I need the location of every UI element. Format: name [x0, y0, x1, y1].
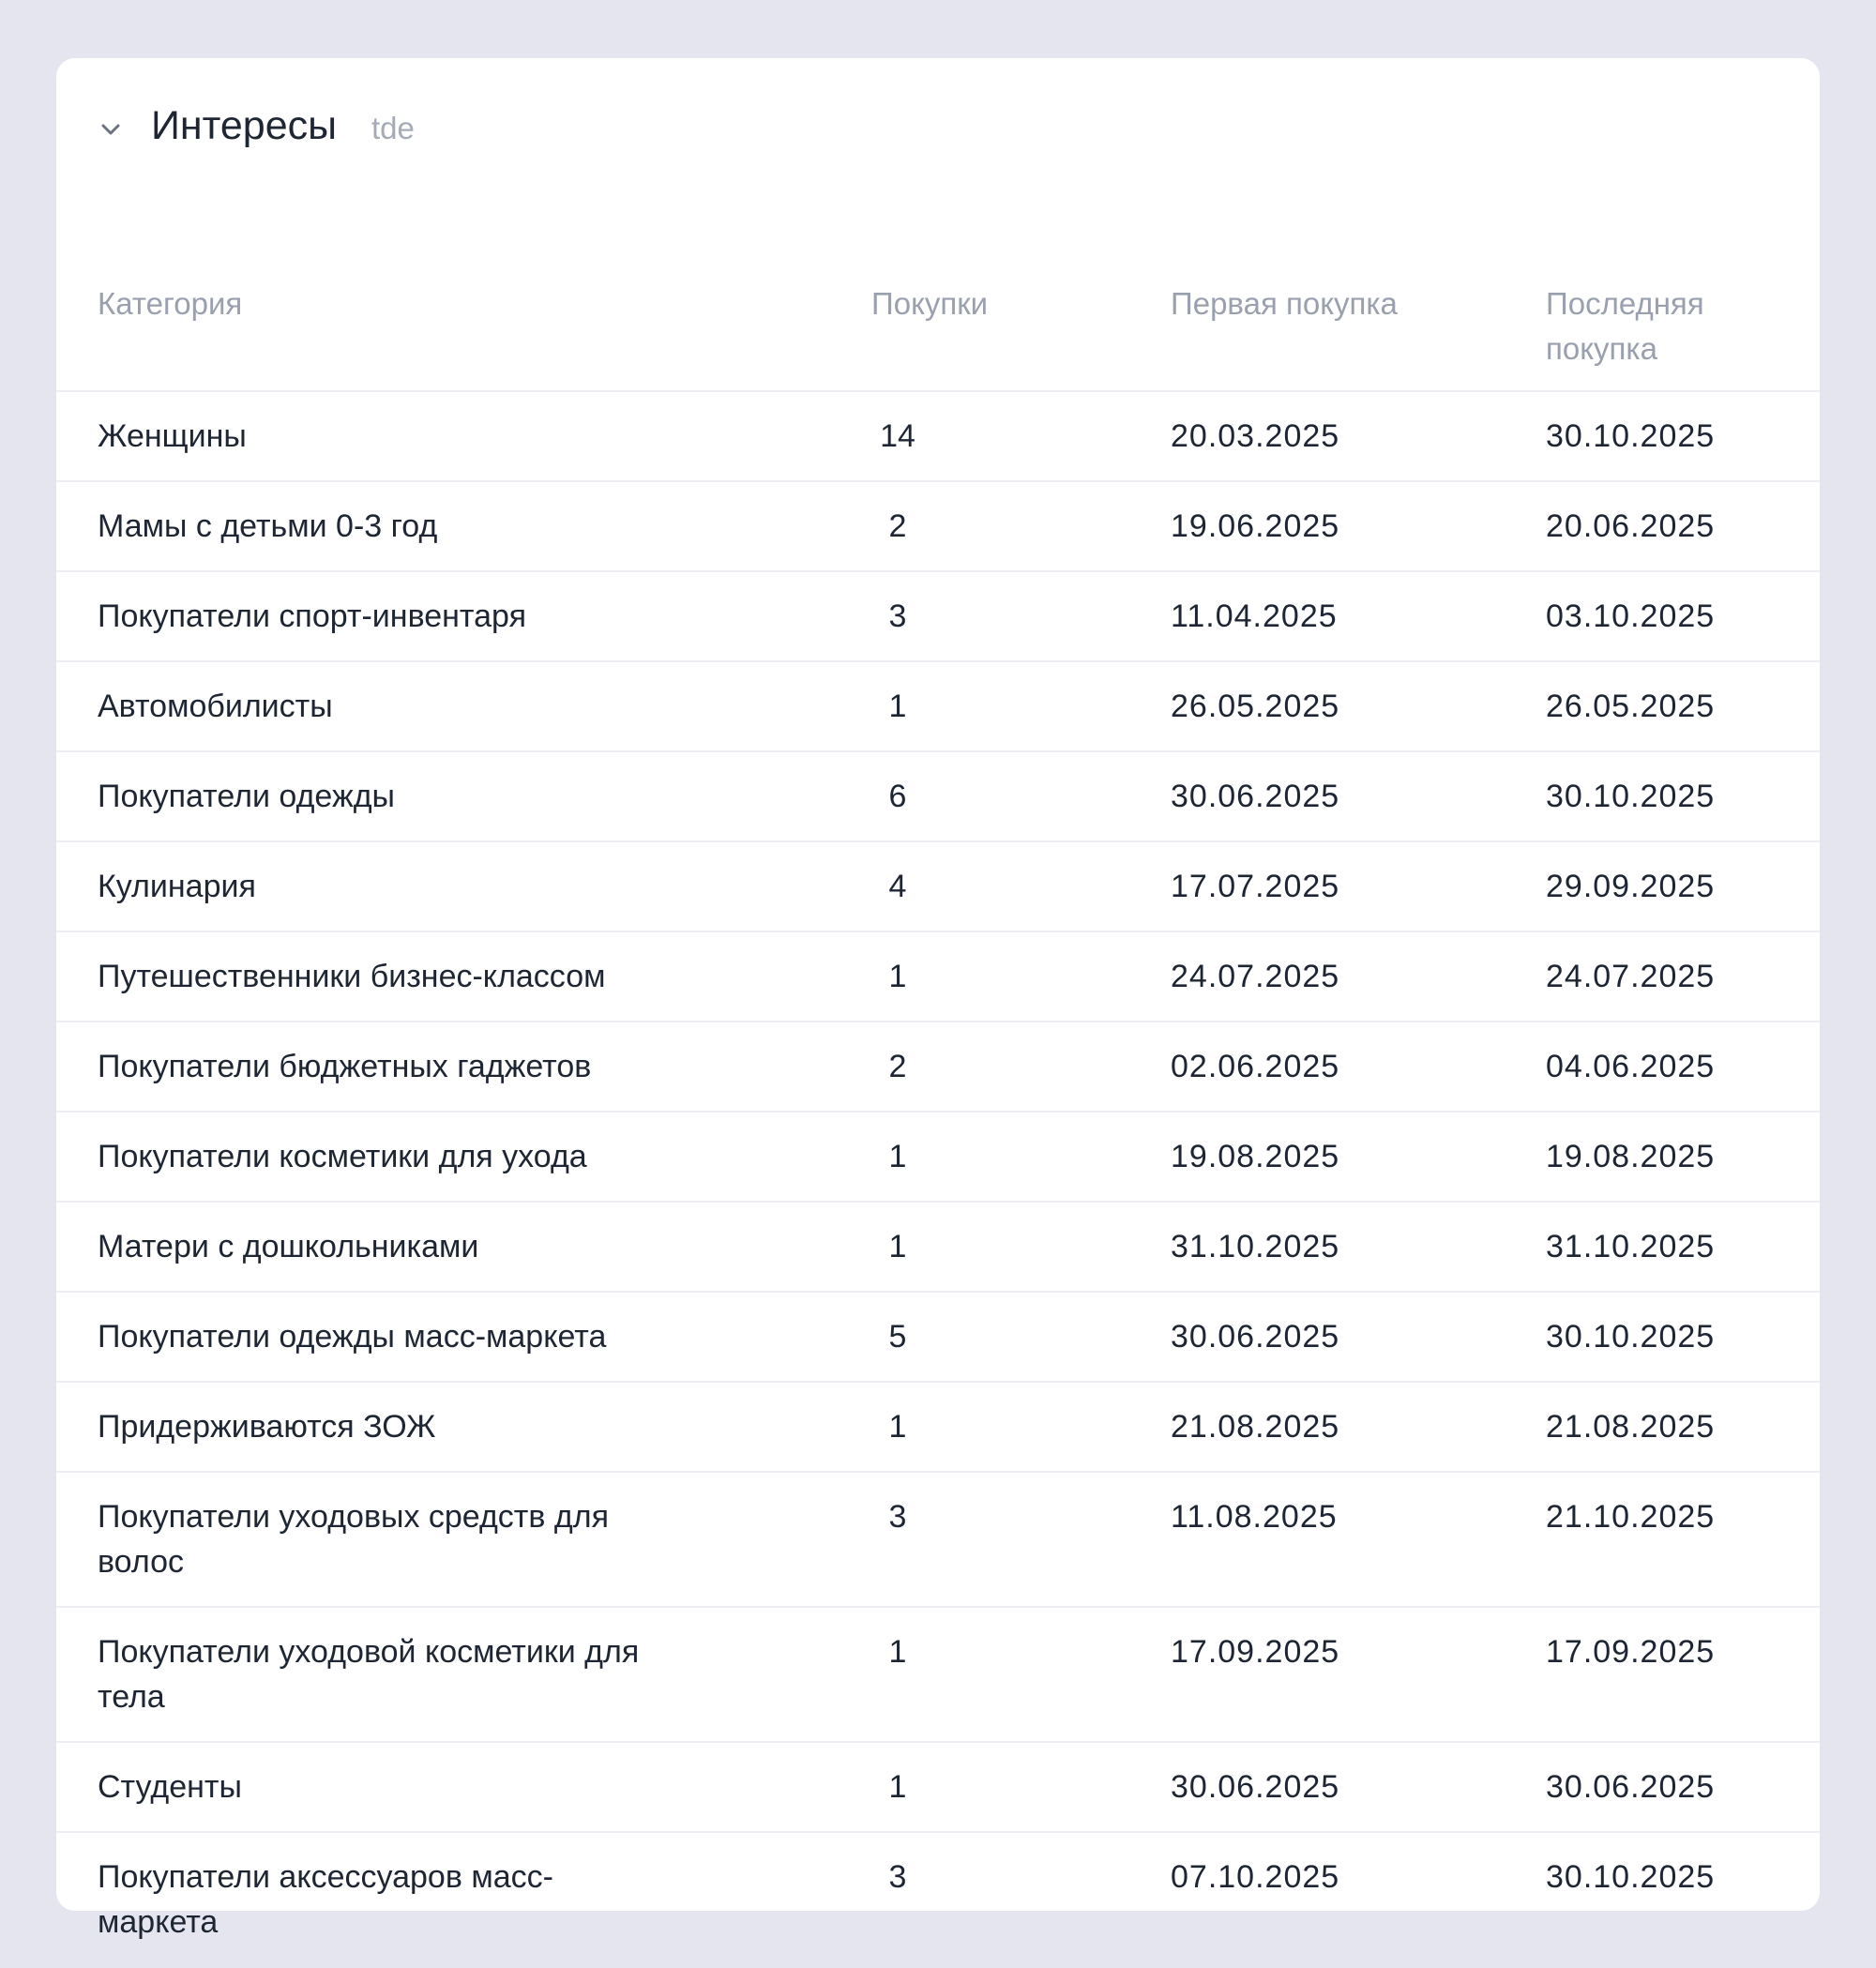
category-label: Покупатели уходовых средств для волос: [98, 1499, 609, 1580]
cell-purchases: 14: [752, 391, 1136, 481]
cell-purchases: 2: [752, 1022, 1136, 1112]
table-row: [56, 931, 1820, 1022]
category-label: Покупатели косметики для ухода: [98, 1139, 587, 1174]
cell-first-purchase: 30.06.2025: [1136, 751, 1511, 841]
cell-last-purchase: 20.06.2025: [1511, 481, 1820, 571]
table-row: [56, 1832, 1820, 1966]
table-row: [56, 661, 1820, 751]
interests-card: [56, 58, 1820, 1940]
cell-first-purchase: 07.10.2025: [1171, 1859, 1340, 1895]
cell-last-purchase: 30.10.2025: [1511, 391, 1820, 481]
cell-purchases: 1: [752, 661, 1136, 751]
category-label: Придерживаются ЗОЖ: [98, 1409, 436, 1445]
cell-category: [56, 391, 752, 481]
table-row: [56, 391, 1820, 481]
column-header-last-purchase: Последняя покупка: [1511, 201, 1820, 391]
cell-last-purchase: 30.10.2025: [1511, 751, 1820, 841]
cell-first-purchase: 19.06.2025: [1136, 481, 1511, 571]
cell-first-purchase: 30.06.2025: [1136, 1742, 1511, 1832]
cell-category: [56, 481, 752, 571]
section-subtitle: tde: [371, 111, 415, 145]
cell-last-purchase: 19.08.2025: [1511, 1112, 1820, 1202]
cell-last-purchase: 31.10.2025: [1511, 1202, 1820, 1292]
table-row: [56, 571, 1820, 661]
table-row: [56, 481, 1820, 571]
cell-last-purchase: 21.08.2025: [1511, 1382, 1820, 1472]
table-row: [56, 1472, 1820, 1607]
category-label: Покупатели бюджетных гаджетов: [98, 1049, 592, 1084]
cell-category: [56, 1472, 752, 1607]
cell-category: [56, 571, 752, 661]
cell-first-purchase: 11.08.2025: [1136, 1472, 1511, 1607]
cell-purchases: 3: [752, 571, 1136, 661]
category-label: Женщины: [98, 418, 247, 454]
card-header[interactable]: [56, 58, 1820, 201]
category-label: Кулинария: [98, 869, 256, 904]
cell-first-purchase: 19.08.2025: [1136, 1112, 1511, 1202]
cell-purchases: 2: [752, 481, 1136, 571]
cell-purchases: 1: [752, 1382, 1136, 1472]
column-header-first-purchase: Первая покупка: [1136, 201, 1511, 391]
category-label: Матери с дошкольниками: [98, 1229, 479, 1264]
cell-category: [56, 1742, 752, 1832]
cell-category: [56, 751, 752, 841]
cell-category: [56, 1832, 752, 1966]
table-row: [56, 751, 1820, 841]
cell-purchases: 5: [752, 1292, 1136, 1382]
cell-purchases: 3: [752, 1472, 1136, 1607]
cell-first-purchase: 21.08.2025: [1136, 1382, 1511, 1472]
category-label: Покупатели спорт-инвентаря: [98, 598, 526, 634]
cell-purchases: 1: [752, 1202, 1136, 1292]
cell-category: [56, 1112, 752, 1202]
cell-last-purchase: 04.06.2025: [1511, 1022, 1820, 1112]
cell-first-purchase: 17.07.2025: [1136, 841, 1511, 931]
cell-category: [56, 1292, 752, 1382]
table-row: [56, 1292, 1820, 1382]
chevron-down-icon[interactable]: [98, 116, 124, 143]
cell-last-purchase: 30.10.2025: [1511, 1292, 1820, 1382]
table-row: [56, 1112, 1820, 1202]
column-header-category: Категория: [56, 201, 752, 391]
table-row: [56, 1202, 1820, 1292]
cell-first-purchase: 20.03.2025: [1136, 391, 1511, 481]
cell-first-purchase: 26.05.2025: [1136, 661, 1511, 751]
column-header-purchases: Покупки: [752, 201, 1136, 391]
cell-last-purchase: 03.10.2025: [1511, 571, 1820, 661]
cell-purchases: 4: [752, 841, 1136, 931]
cell-first-purchase: 30.06.2025: [1136, 1292, 1511, 1382]
table-row: [56, 1382, 1820, 1472]
cell-category: [56, 1202, 752, 1292]
table-header-row: [56, 201, 1820, 391]
cell-last-purchase: 29.09.2025: [1511, 841, 1820, 931]
cell-first-purchase: 02.06.2025: [1136, 1022, 1511, 1112]
cell-category: [56, 1607, 752, 1742]
section-title: Интересы: [151, 103, 338, 148]
cell-last-purchase: 24.07.2025: [1511, 931, 1820, 1022]
interests-table: [56, 201, 1820, 1966]
table-row: [56, 1022, 1820, 1112]
cell-first-purchase: 31.10.2025: [1136, 1202, 1511, 1292]
table-row: [56, 1742, 1820, 1832]
cell-category: [56, 841, 752, 931]
table-row: [56, 841, 1820, 931]
cell-last-purchase: 30.06.2025: [1511, 1742, 1820, 1832]
cell-category: [56, 1382, 752, 1472]
cell-purchases: 1: [752, 1112, 1136, 1202]
cell-last-purchase: 17.09.2025: [1511, 1607, 1820, 1742]
cell-category: [56, 931, 752, 1022]
category-label: Покупатели аксессуаров масс-маркета: [98, 1859, 553, 1940]
cell-last-purchase: 21.10.2025: [1511, 1472, 1820, 1607]
cell-purchases: 1: [752, 1607, 1136, 1742]
cell-last-purchase: 26.05.2025: [1511, 661, 1820, 751]
category-label: Покупатели одежды: [98, 779, 395, 814]
cell-first-purchase: 11.04.2025: [1136, 571, 1511, 661]
category-label: Автомобилисты: [98, 689, 333, 724]
cell-first-purchase: 24.07.2025: [1136, 931, 1511, 1022]
cell-purchases: 6: [752, 751, 1136, 841]
cell-category: [56, 1022, 752, 1112]
category-label: Путешественники бизнес-классом: [98, 959, 606, 994]
cell-first-purchase: 17.09.2025: [1136, 1607, 1511, 1742]
cell-category: [56, 661, 752, 751]
cell-purchases: 3: [888, 1859, 907, 1895]
cell-last-purchase: 30.10.2025: [1546, 1859, 1716, 1895]
cell-purchases: 1: [752, 931, 1136, 1022]
cell-purchases: 1: [752, 1742, 1136, 1832]
category-label: Покупатели уходовой косметики для тела: [98, 1634, 640, 1715]
category-label: Покупатели одежды масс-маркета: [98, 1319, 607, 1355]
category-label: Мамы с детьми 0-3 год: [98, 508, 438, 544]
category-label: Студенты: [98, 1769, 242, 1805]
table-row: [56, 1607, 1820, 1742]
